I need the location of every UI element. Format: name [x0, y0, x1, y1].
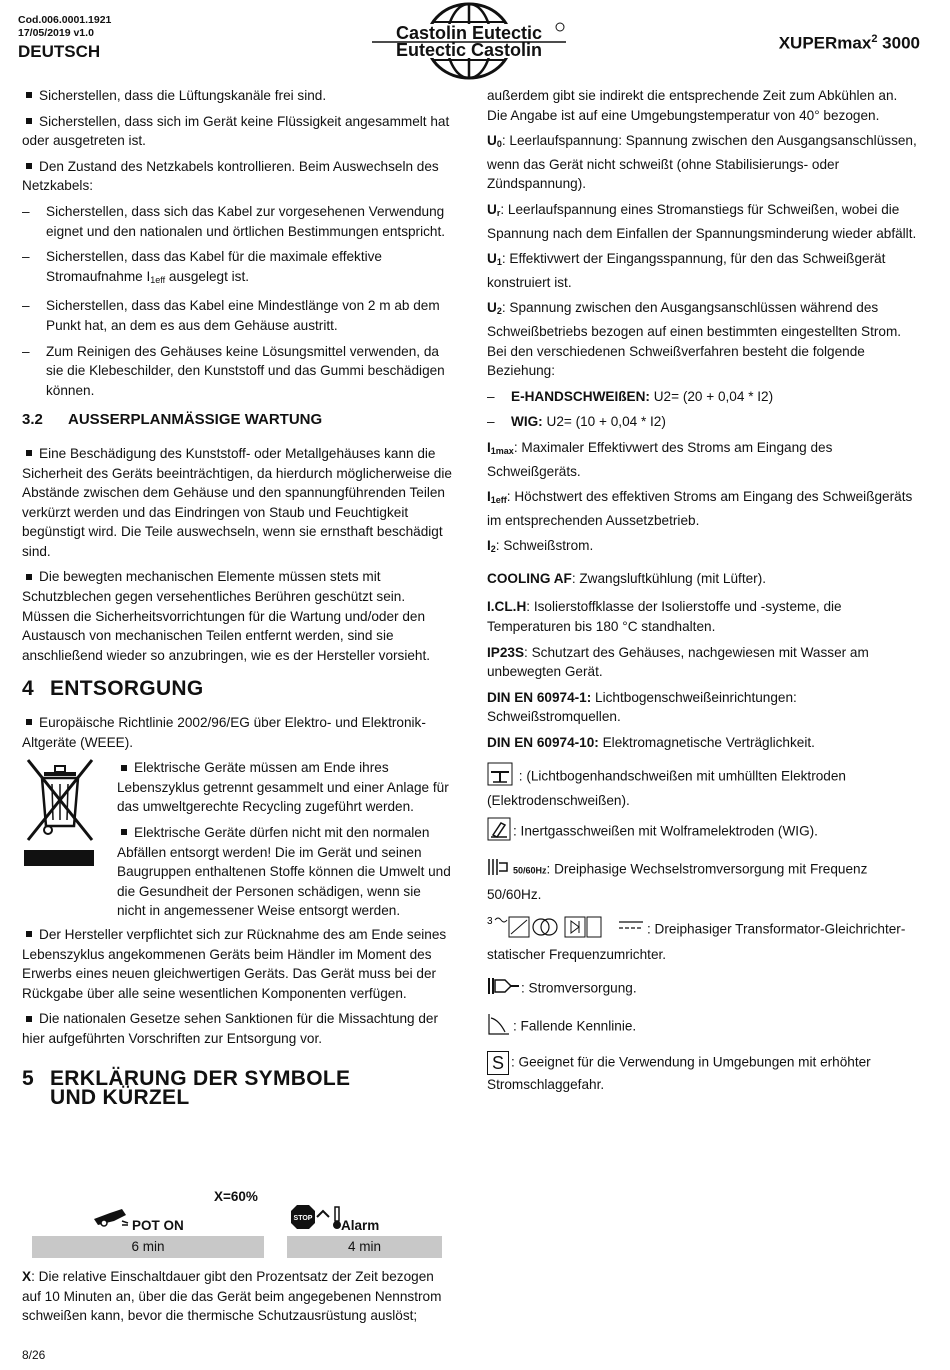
dash-item: – Sicherstellen, dass sich das Kabel zur vorgesehenen Verwendung eignet und den nationalen und örtlichen Bestimmungen entspricht.	[22, 203, 446, 239]
paragraph: Elektrische Geräte dürfen nicht mit den normalen Abfällen entsorgt werden! Die im Gerät und seinen Baugruppen enthaltenen Stoffe können die Umwelt und die Gesundheit der Personen schädigen, wenn sie nicht in angemessener Weise entsorgt werden.	[117, 825, 451, 919]
page-number: 8/26	[22, 1348, 46, 1363]
pot-on-icon	[92, 1205, 132, 1235]
definition-din10: DIN EN 60974-10: Elektromagnetische Verträglichkeit.	[487, 735, 815, 751]
alarm-duration: 4 min	[287, 1236, 442, 1258]
model-name: XUPERmax$^2$ 3000	[778, 33, 920, 53]
falling-characteristic-icon	[487, 1012, 511, 1042]
definition-u2: $U_2$: Spannung zwischen den Ausgangsanschlüssen während des Schweißbetriebs bezogen auf einen bestimmten eingestellten Strom.	[487, 300, 902, 339]
document-code: Cod.006.0001.1921	[18, 14, 112, 26]
svg-text:3: 3	[487, 915, 493, 927]
definition-ur: $U_r$: Leerlaufspannung eines Stromanstiegs für Schweißen, wobei die Spannung nach dem Einfallen der Spannungsminderung wieder abfällt.	[487, 201, 917, 241]
definition-u0: $U_0$: Leerlaufspannung: Spannung zwischen den Ausgangsanschlüssen, wenn das Gerät nicht schweißt (ohne Stabilisierungs- oder Zündspannung).	[487, 133, 917, 192]
symbol-mma: : (Lichtbogenhandschweißen mit umhüllten Elektroden (Elektrodenschweißen).	[487, 762, 917, 811]
bullet-item: Sicherstellen, dass die Lüftungskanäle frei sind.	[22, 86, 452, 106]
paragraph: Der Hersteller verpflichtet sich zur Rücknahme des am Ende seines Lebenszyklus angekommenen Geräts beim Händler im Moment des Erwerbs eines neuen gleichwertigen Geräts. Das Gerät muss bei der Rückgabe über alle seine wesentlichen Komponenten verfügen.	[22, 926, 447, 1001]
symbol-three-phase: 50/60Hz: Dreiphasige Wechselstromversorgung mit Frequenz 50/60Hz.	[487, 855, 917, 904]
pot-on-duration: 6 min	[32, 1236, 264, 1258]
pot-on-label: POT ON	[132, 1218, 184, 1233]
symbol-inverter: 3 : Dreiphasiger Transformator-Gleichrichter-statischer Frequenzumrichter.	[487, 915, 906, 963]
svg-text:STOP: STOP	[293, 1215, 313, 1222]
alarm-label: Alarm	[341, 1218, 380, 1233]
definition-cooling: COOLING AF: Zwangsluftkühlung (mit Lüfter).	[487, 570, 766, 586]
weee-block	[22, 758, 452, 921]
paragraph: Elektrische Geräte müssen am Ende ihres Lebenszyklus getrennt gesammelt und einer Anlage für das umweltgerechte Recycling zugeführt werden.	[117, 760, 449, 815]
definition-u1: $U_1$: Effektivwert der Eingangsspannung, für den das Schweißgerät konstruiert ist.	[487, 251, 886, 290]
castolin-eutectic-logo	[370, 2, 568, 80]
paragraph: Die bewegten mechanischen Elemente müssen stets mit Schutzblechen gegen versehentliches Berühren geschützt sein. Müssen die Sicherheitsvorrichtungen für die Wartung und/oder den Austausch von mechanischen Teilen entfernt werden, sind sie anschließend wieder so anzubringen, wie es der Hersteller vorsieht.	[22, 569, 431, 663]
frequency-label: 50/60Hz	[513, 865, 547, 876]
three-phase-supply-icon	[487, 855, 511, 885]
section-heading-3-2: 3.2 AUSSERPLANMÄSSIGE WARTUNG	[22, 411, 323, 429]
relation-mma: – E-HANDSCHWEIßEN: U2= (20 + 0,04 * I2)	[487, 388, 774, 404]
svg-text:Castolin Eutectic: Castolin Eutectic	[395, 23, 543, 43]
crossed-bin-icon	[22, 758, 98, 868]
definition-icl: I.CL.H: Isolierstoffklasse der Isolierstoffe und -systeme, die Temperaturen bis 180 °C standhalten.	[487, 599, 842, 635]
dash-item: – Sicherstellen, dass das Kabel für die maximale effektive Stromaufnahme $I_{1eff}$ ausgelegt ist.	[22, 249, 382, 285]
dash-item: – Zum Reinigen des Gehäuses keine Lösungsmittel verwenden, da sie die Klebeschilder, den Kunststoff und das Gummi beschädigen können.	[22, 343, 445, 398]
definition-din1: DIN EN 60974-1: Lichtbogenschweißeinrichtungen: Schweißstromquellen.	[487, 689, 797, 725]
section-heading-4: 4 ENTSORGUNG	[22, 677, 204, 701]
bullet-item: Den Zustand des Netzkabels kontrollieren. Beim Auswechseln des Netzkabels:	[22, 158, 439, 194]
definition-i1eff: $I_{1eff}$: Höchstwert des effektiven Stroms am Eingang des Schweißgeräts im entsprechenden Aussetzbetrieb.	[487, 489, 913, 528]
dash-item: – Sicherstellen, dass das Kabel eine Mindestlänge von 2 m ab dem Punkt hat, an dem es aus dem Gehäuse austritt.	[22, 298, 440, 333]
symbol-curve: : Fallende Kennlinie.	[487, 1012, 917, 1042]
paragraph: Die nationalen Gesetze sehen Sanktionen für die Missachtung der hier aufgeführten Vorschriften zur Entsorgung vor.	[22, 1011, 438, 1046]
paragraph: Bei den verschiedenen Schweißverfahren besteht die folgende Beziehung:	[487, 343, 865, 379]
stop-alarm-icon	[289, 1203, 343, 1237]
tig-torch-icon	[487, 817, 511, 847]
right-column	[487, 86, 917, 1101]
symbol-tig: : Inertgasschweißen mit Wolframelektroden (WIG).	[487, 817, 917, 847]
paragraph: außerdem gibt sie indirekt die entsprechende Zeit zum Abkühlen an. Die Angabe ist auf eine Umgebungstemperatur von 40° bezogen.	[487, 88, 898, 123]
paragraph: Eine Beschädigung des Kunststoff- oder Metallgehäuses kann die Sicherheit des Geräts beeinträchtigen, da hierdurch möglicherweise die Abstände zwischen dem Gehäuse und den spannungführenden Teilen verkürzt werden und das Eindringen von Staub und Feuchtigkeit begünstigt wird. Die Teile auswechseln, wenn sie ernsthaft beschädigt sind.	[22, 445, 452, 559]
definition-i2: $I_2$: Schweißstrom.	[487, 538, 594, 555]
s-marking-icon: S	[487, 1051, 509, 1075]
symbol-supply: : Stromversorgung.	[487, 974, 917, 1004]
definition-ip: IP23S: Schutzart des Gehäuses, nachgewiesen mit Wasser am unbewegten Gerät.	[487, 644, 869, 680]
symbol-s: S : Geeignet für die Verwendung in Umgebungen mit erhöhter Stromschlaggefahr.	[487, 1052, 871, 1092]
electrode-icon	[487, 762, 513, 792]
language-label: DEUTSCH	[18, 42, 101, 61]
inverter-chain-icon	[487, 914, 645, 946]
section-heading-5: 5 ERKLÄRUNG DER SYMBOLE UND KÜRZEL	[22, 1066, 351, 1110]
svg-text:Eutectic Castolin: Eutectic Castolin	[395, 40, 543, 60]
power-plug-icon	[487, 974, 519, 1004]
x-definition: X: Die relative Einschaltdauer gibt den Prozentsatz der Zeit bezogen auf 10 Minuten an, über die das Gerät beim angegebenen Nennstrom schweißen kann, bevor die thermische Schutzausrüstung auslöst;	[22, 1269, 442, 1324]
document-date: 17/05/2019 v1.0	[18, 27, 94, 39]
definition-i1max: $I_{1max}$: Maximaler Effektivwert des Stroms am Eingang des Schweißgeräts.	[487, 439, 833, 479]
left-column	[22, 86, 452, 1122]
duty-cycle-x: X=60%	[214, 1189, 258, 1204]
paragraph: Europäische Richtlinie 2002/96/EG über Elektro- und Elektronik-Altgeräte (WEEE).	[22, 715, 426, 750]
relation-tig: – WIG: U2= (10 + 0,04 * I2)	[487, 414, 666, 430]
bullet-item: Sicherstellen, dass sich im Gerät keine Flüssigkeit angesammelt hat oder ausgetreten ist.	[22, 113, 450, 149]
